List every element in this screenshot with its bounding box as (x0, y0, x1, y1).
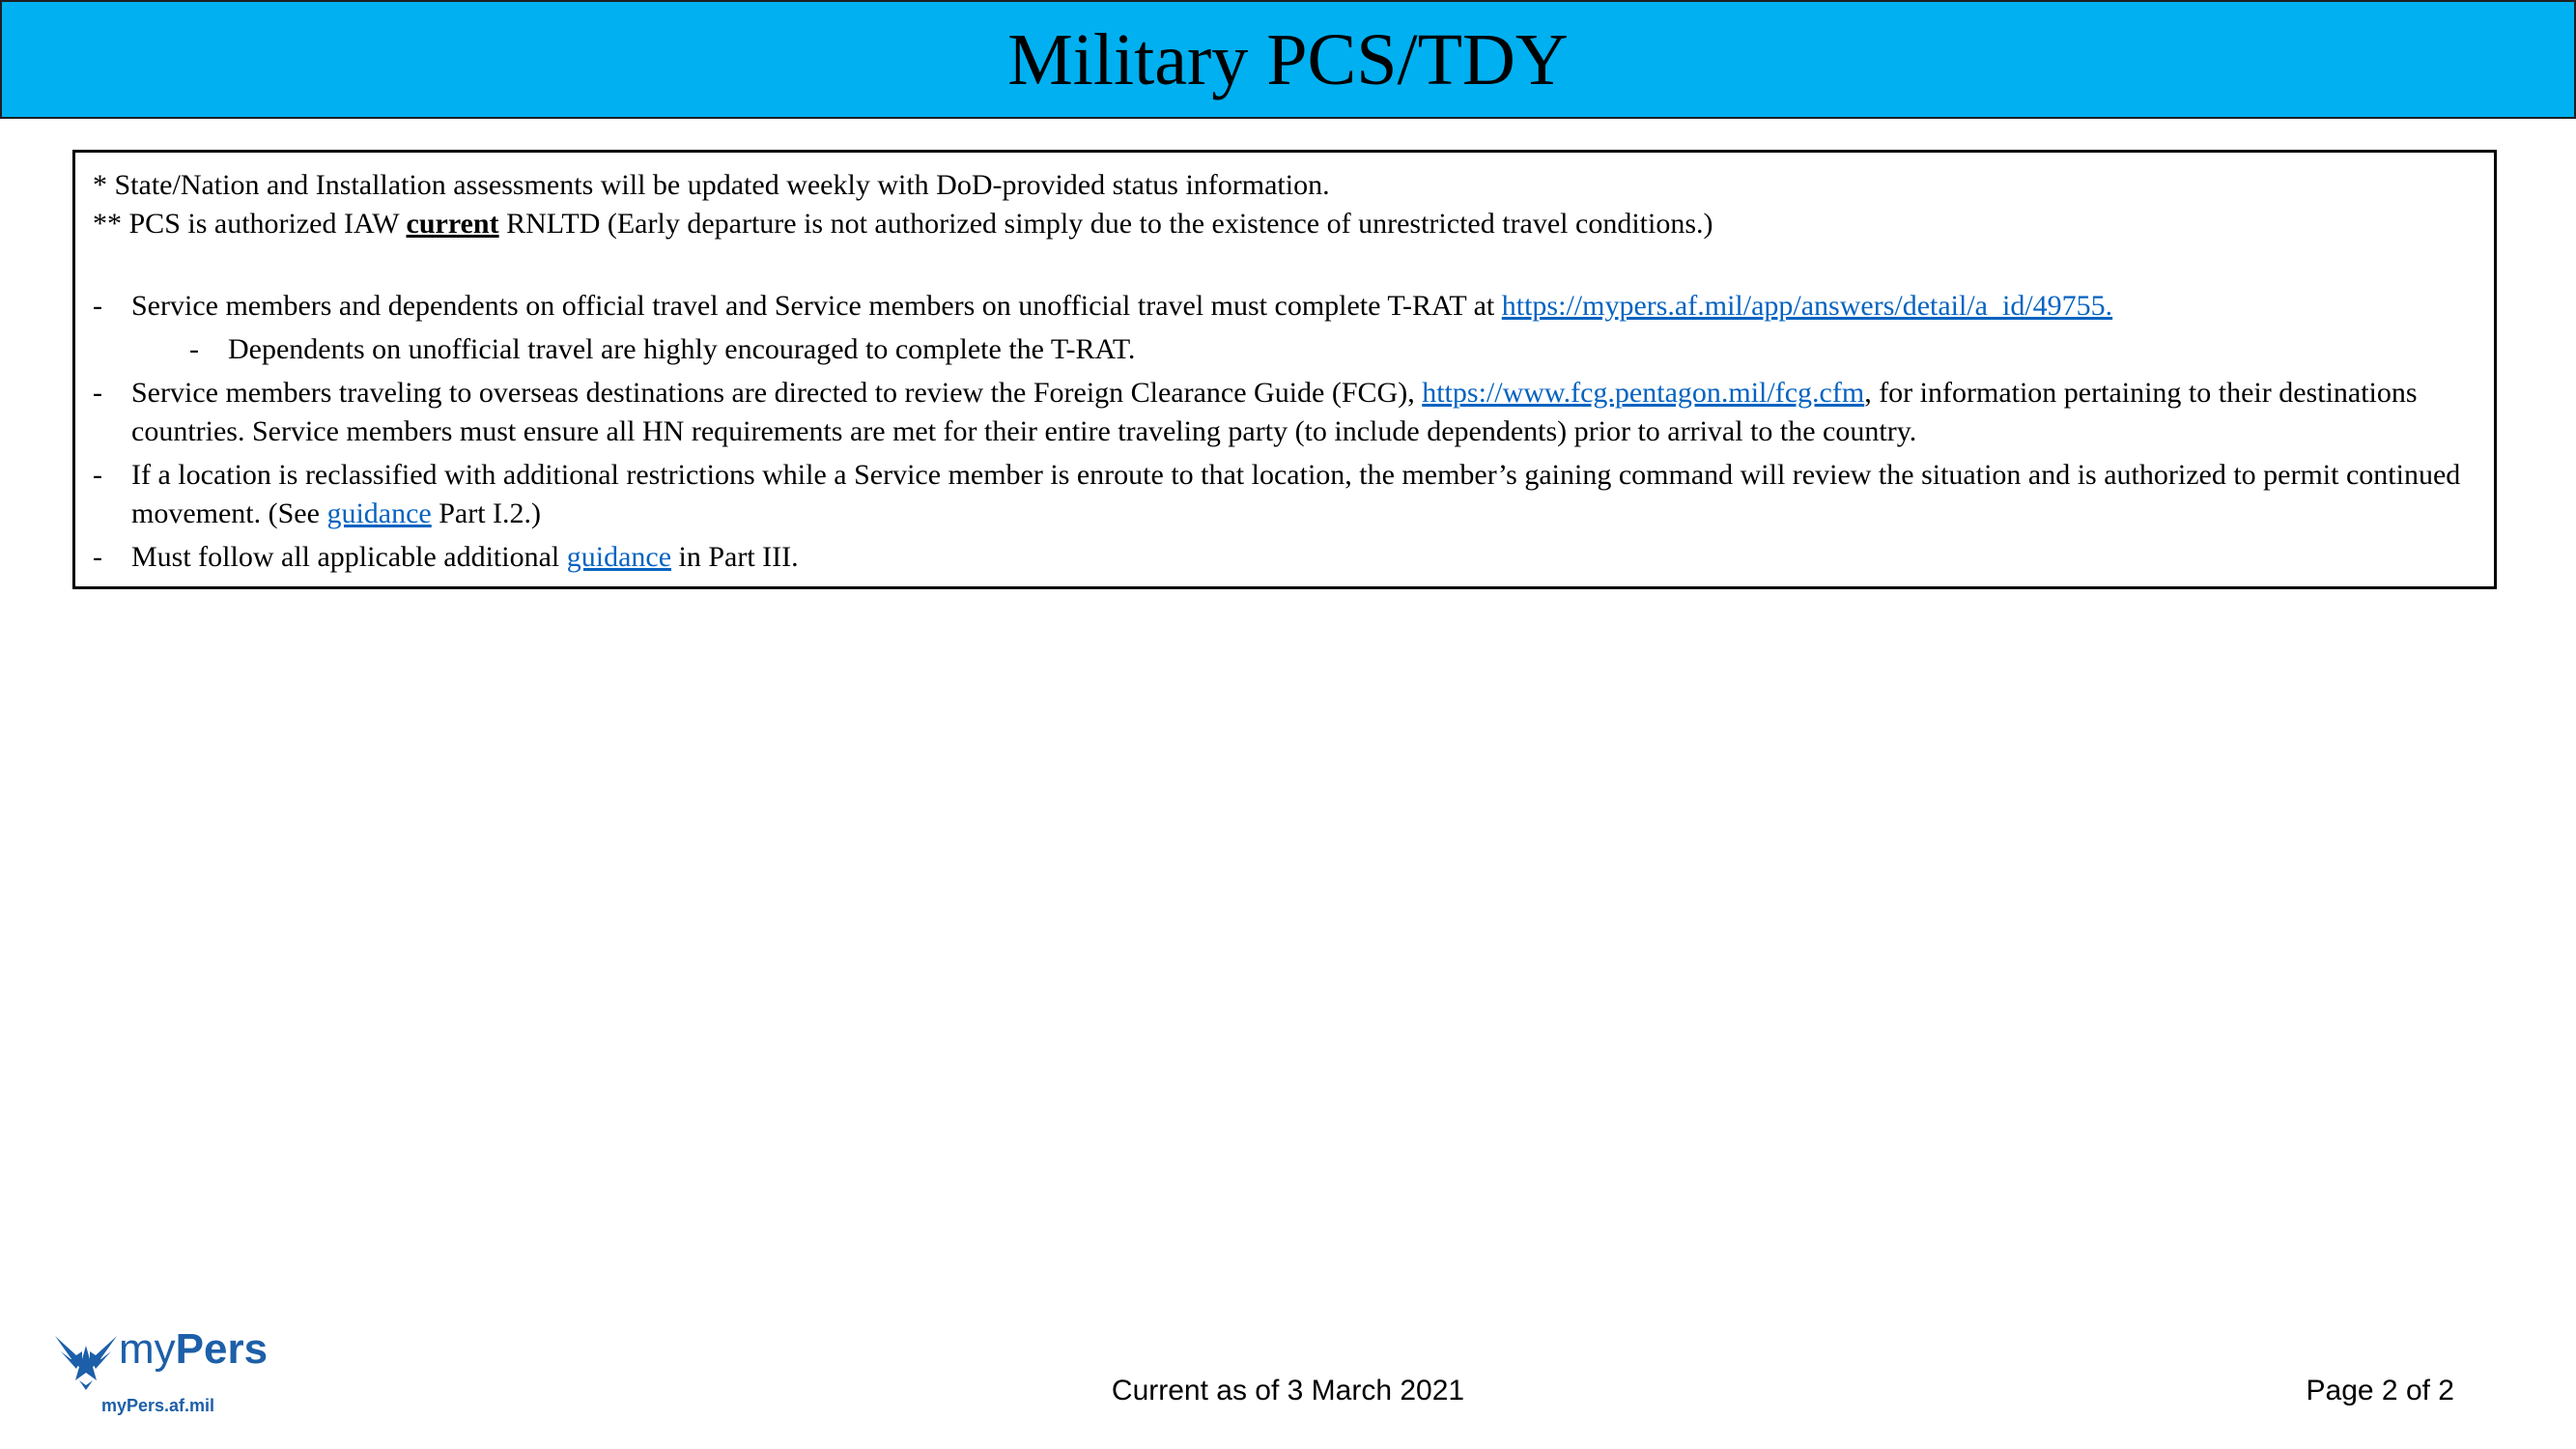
bullet-fcg-text-2: , for information pertaining to their destinations countries. Service members must ensure all HN requirements are met for their entire traveling party (to include dependents) prior to arrival to the country. (131, 377, 2418, 447)
footer-date: Current as of 3 March 2021 (1111, 1375, 1465, 1406)
bullet-additional-text-1: Must follow all applicable additional (131, 541, 567, 573)
note-assessments: * State/Nation and Installation assessments will be updated weekly with DoD-provided status information. (93, 169, 1330, 201)
page-title: Military PCS/TDY (1007, 18, 1569, 100)
logo-my: my (119, 1325, 176, 1373)
spacer (93, 243, 2478, 287)
note-pcs-prefix: ** PCS is authorized IAW (93, 208, 407, 240)
bullet-trat-dependents-text: Dependents on unofficial travel are highly encouraged to complete the T-RAT. (228, 333, 1136, 365)
page-number: Page 2 of 2 (2306, 1375, 2454, 1406)
content-box (72, 150, 2497, 589)
bullet-fcg-text-1: Service members traveling to overseas destinations are directed to review the Foreign Clearance Guide (FCG), (131, 377, 1423, 409)
fcg-link[interactable]: https://www.fcg.pentagon.mil/fcg.cfm (1422, 377, 1865, 409)
bullet-additional-text-2: in Part III. (671, 541, 799, 573)
note-pcs-emphasis: current (406, 208, 499, 240)
logo-wordmark (119, 1325, 269, 1373)
bullet-trat (93, 287, 2478, 326)
bullet-fcg (93, 374, 2478, 451)
bullet-additional-guidance (93, 538, 2478, 577)
guidance-link-part-iii[interactable]: guidance (566, 541, 672, 573)
note-pcs-suffix: RNLTD (Early departure is not authorized simply due to the existence of unrestricted travel conditions.) (498, 208, 1713, 240)
bullet-trat-dependents (93, 330, 2478, 369)
bullet-list (93, 287, 2478, 577)
bullet-dash: - (93, 459, 102, 491)
bullet-reclassified-text-1: If a location is reclassified with additional restrictions while a Service member is enroute to that location, the member’s gaining command will review the situation and is authorized to permit continued movement. (See (131, 459, 2461, 529)
bullet-reclassified (93, 456, 2478, 533)
note-pcs-authorized (93, 205, 2478, 243)
logo-pers: Pers (175, 1325, 269, 1373)
bullet-dash: - (189, 333, 199, 365)
title-banner (0, 0, 2576, 119)
bullet-trat-text: Service members and dependents on official travel and Service members on unofficial travel must complete T-RAT at (131, 290, 1502, 322)
logo-url: myPers.af.mil (101, 1396, 215, 1415)
bullet-dash: - (93, 377, 102, 409)
trat-link[interactable]: https://mypers.af.mil/app/answers/detail/a_id/49755. (1501, 290, 2113, 322)
guidance-link-part-i[interactable]: guidance (326, 497, 432, 529)
bullet-reclassified-text-2: Part I.2.) (431, 497, 542, 529)
bullet-dash: - (93, 541, 102, 573)
bullet-dash: - (93, 290, 102, 322)
